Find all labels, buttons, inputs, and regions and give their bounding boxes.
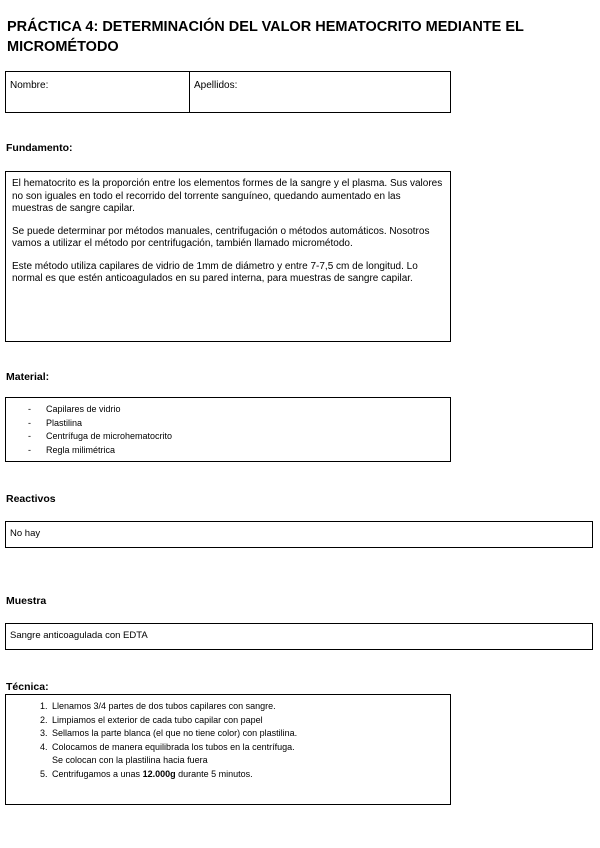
material-item: - Centrífuga de microhematocrito [28, 430, 450, 444]
material-heading: Material: [6, 371, 50, 383]
tecnica-step-subtext: Se colocan con la plastilina hacia fuera [52, 755, 208, 765]
name-fields-table [5, 71, 451, 113]
reactivos-box: No hay [5, 521, 593, 548]
muestra-box: Sangre anticoagulada con EDTA [5, 623, 593, 650]
fundamento-heading: Fundamento: [6, 142, 73, 154]
tecnica-step-text-end: durante 5 minutos. [175, 768, 253, 779]
tecnica-step-text: Colocamos de manera equilibrada los tubos en la centrífuga. [52, 741, 295, 752]
material-item: - Plastilina [28, 417, 450, 431]
tecnica-list [30, 700, 450, 781]
tecnica-step-text: Llenamos 3/4 partes de dos tubos capilares con sangre. [52, 701, 276, 711]
tecnica-step [50, 700, 450, 714]
centrifuge-force: 12.000g [142, 768, 176, 779]
material-item: - Regla milimétrica [28, 444, 450, 458]
fundamento-box [5, 171, 451, 342]
tecnica-step-text: Limpiamos el exterior de cada tubo capilar con papel [52, 714, 263, 725]
page-title: PRÁCTICA 4: DETERMINACIÓN DEL VALOR HEMATOCRITO MEDIANTE EL MICROMÉTODO [7, 19, 524, 55]
muestra-heading: Muestra [6, 595, 47, 607]
tecnica-step [50, 714, 450, 728]
tecnica-heading: Técnica: [6, 681, 49, 693]
material-item: - Capilares de vidrio [28, 403, 450, 417]
material-box [5, 397, 451, 462]
tecnica-box [5, 694, 451, 805]
nombre-field[interactable]: Nombre: [6, 72, 190, 112]
tecnica-step [50, 768, 450, 782]
fundamento-paragraph-3: Este método utiliza capilares de vidrio de 1mm de diámetro y entre 7-7,5 cm de longitud. Lo normal es que estén anticoagulados en su pared interna, para muestras de sangre capilar. [12, 260, 418, 284]
tecnica-step [50, 741, 450, 768]
apellidos-field[interactable]: Apellidos: [194, 80, 238, 91]
reactivos-heading: Reactivos [6, 493, 56, 505]
tecnica-step-text: Sellamos la parte blanca (el que no tiene color) con plastilina. [52, 728, 298, 738]
material-list [28, 403, 450, 457]
fundamento-paragraph-2: Se puede determinar por métodos manuales, centrifugación o métodos automáticos. Nosotros vamos a utilizar el método por centrifugación, también llamado micrométodo. [12, 225, 430, 249]
tecnica-step [50, 727, 450, 741]
fundamento-paragraph-1: El hematocrito es la proporción entre los elementos formes de la sangre y el plasma. Sus valores no son iguales en todo el recorrido del torrente sanguíneo, quedando aumentado en las muestras de sangre capilar. [12, 178, 443, 214]
tecnica-step-text: Centrifugamos a unas [52, 768, 143, 779]
